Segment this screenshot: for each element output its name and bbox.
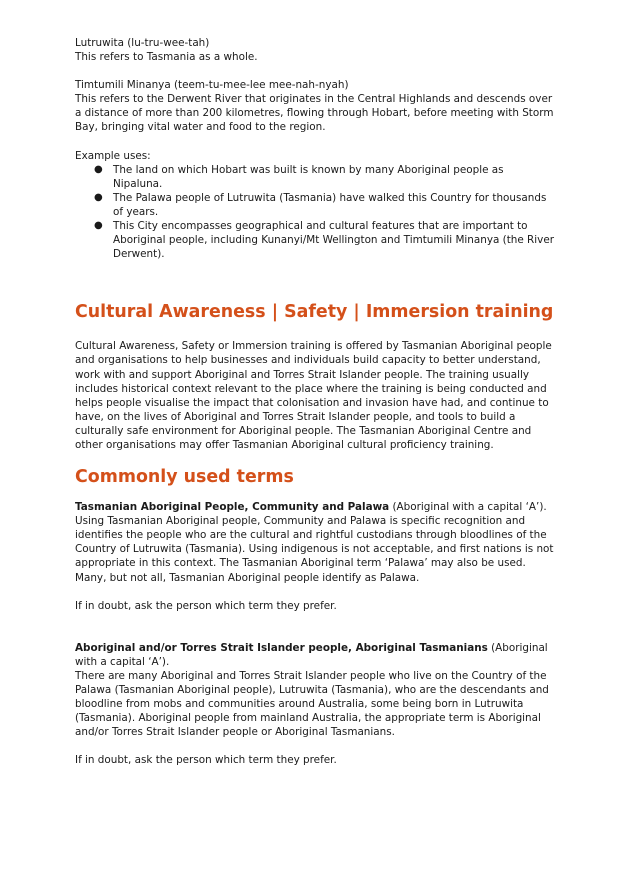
term2-paragraph	[75, 641, 555, 669]
list-item	[94, 191, 555, 219]
document-page	[75, 36, 555, 767]
spacer	[75, 488, 555, 500]
spacer	[75, 261, 555, 301]
term2-body: There are many Aboriginal and Torres Strait Islander people who live on the Country of the Palawa (Tasmanian Aboriginal people), Lutruwita (Tasmania), who are the descendants and bloodline from mobs and communities around Australia, some being born in Lutruwita (Tasmania). Aboriginal people from mainland Australia, the appropriate term is Aboriginal and/or Torres Strait Islander people or Aboriginal Tasmanians.	[75, 669, 549, 739]
bullet-icon: ●	[94, 220, 103, 232]
bullet-icon: ●	[94, 191, 103, 203]
list-item	[94, 219, 555, 261]
timtumili-title: Timtumili Minanya (teem-tu-mee-lee mee-nah-nyah)	[75, 79, 349, 92]
spacer	[75, 452, 555, 466]
spacer	[75, 585, 555, 599]
term1-paragraph	[75, 500, 555, 514]
spacer	[75, 323, 555, 339]
term1-advice: If in doubt, ask the person which term they prefer.	[75, 599, 337, 612]
cultural-training-body: Cultural Awareness, Safety or Immersion training is offered by Tasmanian Aboriginal people and organisations to help businesses and individuals build capacity to better understand, work with and support Aboriginal and Torres Strait Islander people. The training usually includes historical context relevant to the place where the training is being conducted and helps people visualise the impact that colonisation and invasion have had, and continue to have, on the lives of Aboriginal and Torres Strait Islander people, and tools to build a culturally safe environment for Aboriginal people. The Tasmanian Aboriginal Centre and other organisations may offer Tasmanian Aboriginal cultural proficiency training.	[75, 340, 552, 451]
lutruwita-title: Lutruwita (lu-tru-wee-tah)	[75, 37, 210, 49]
examples-list	[75, 163, 555, 262]
example-text: The Palawa people of Lutruwita (Tasmania) have walked this Country for thousands of years.	[113, 191, 547, 218]
spacer	[75, 613, 555, 641]
term2-note: (Aboriginal with a capital ‘A’).	[75, 641, 548, 668]
term2-advice: If in doubt, ask the person which term they prefer.	[75, 754, 337, 767]
cultural-training-heading: Cultural Awareness | Safety | Immersion training	[75, 302, 554, 323]
term2-title: Aboriginal and/or Torres Strait Islander people, Aboriginal Tasmanians	[75, 641, 488, 654]
spacer	[75, 64, 555, 78]
term1-title: Tasmanian Aboriginal People, Community and Palawa	[75, 501, 390, 514]
example-text: The land on which Hobart was built is known by many Aboriginal people as Nipaluna.	[113, 163, 504, 190]
examples-label: Example uses:	[75, 149, 151, 162]
timtumili-description: This refers to the Derwent River that originates in the Central Highlands and descends over a distance of more than 200 kilometres, flowing through Hobart, before meeting with Storm Bay, bringing vital water and food to the region.	[75, 93, 554, 134]
bullet-icon: ●	[94, 163, 103, 175]
list-item	[94, 163, 555, 191]
term1-body: Using Tasmanian Aboriginal people, Community and Palawa is specific recognition and identifies the people who are the cultural and rightful custodians through bloodlines of the Country of Lutruwita (Tasmania). Using indigenous is not acceptable, and first nations is not appropriate in this context. The Tasmanian Aboriginal term ‘Palawa’ may also be used. Many, but not all, Tasmanian Aboriginal people identify as Palawa.	[75, 515, 554, 584]
term1-note: (Aboriginal with a capital ‘A’).	[389, 501, 547, 514]
spacer	[75, 135, 555, 149]
commonly-used-terms-heading: Commonly used terms	[75, 467, 294, 488]
spacer	[75, 739, 555, 753]
example-text: This City encompasses geographical and cultural features that are important to Aboriginal people, including Kunanyi/Mt Wellington and Timtumili Minanya (the River Derwent).	[113, 220, 554, 261]
lutruwita-description: This refers to Tasmania as a whole.	[75, 51, 258, 64]
